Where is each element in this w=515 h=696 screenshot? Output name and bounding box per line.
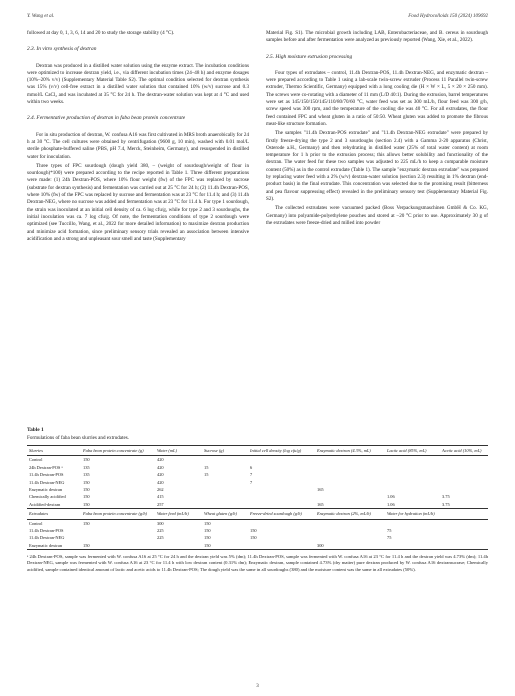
table-cell: 420 — [157, 472, 164, 478]
table-header-cell: Freeze-dried sourdough (g/h) — [248, 509, 315, 519]
table-label: Table 1 — [27, 427, 44, 433]
table-cell — [315, 527, 385, 534]
right-column — [266, 30, 488, 229]
section-heading: 2.5. High moisture extrusion processing — [266, 53, 353, 60]
running-header-authors: Y. Wang et al. — [27, 14, 55, 19]
table-cell — [385, 479, 440, 486]
table-cell — [202, 493, 248, 500]
table-cell — [248, 493, 315, 500]
table-cell: 420 — [157, 464, 164, 470]
table-header-cell: Water feed (mL/h) — [155, 509, 202, 519]
table-cell — [315, 471, 385, 478]
table-cell: 420 — [157, 479, 164, 485]
table-cell — [440, 542, 488, 550]
table-cell — [440, 534, 488, 541]
table-header-cell: Extrudates — [27, 509, 81, 519]
table-row — [27, 479, 488, 486]
table-cell: 3.75 — [442, 494, 450, 500]
table-cell: 150 — [202, 542, 248, 550]
table-cell — [315, 493, 385, 500]
table-cell: 300 — [157, 520, 164, 526]
table-cell: 135 — [83, 464, 90, 470]
table-cell: 150 — [204, 535, 211, 541]
table-cell: 262 — [157, 487, 164, 493]
table-cell — [385, 471, 440, 478]
table-cell — [440, 456, 488, 464]
table-cell — [81, 527, 155, 534]
table-cell: 75 — [387, 535, 392, 541]
table-cell: 420 — [157, 457, 164, 463]
table-row — [27, 501, 488, 509]
table-cell: 150 — [250, 528, 257, 534]
paragraph: The collected extrudates were vacuumed packed (Boss Verpackungsmaschinen GmbH & Co. KG, Germany) into polyamide-polyethylene pouches and stored at −20 °C prior to use. Approximately 30 g of the extrudates were freeze-dried and milled into powder — [266, 205, 488, 226]
table-cell: 24h Dextran-POS ᵃ — [29, 464, 63, 470]
table-cell — [440, 527, 488, 534]
paragraph: The samples "11.4h Dextran-POS extrudate" and "11.4h Dextran-NEG extrudate" were prepared by firstly freeze-drying the type 2 and 3 sourdoughs (section 2.4) with a Gamma 2-20 apparatus (Christ, Osterode a.H., Germany) and then rehydrating in distilled water (25% of total water content) at room temperature for 1 h prior to the extrusion process; this allows better solubility and functionality of the dextran. The water feed for these two samples was adjusted to 225 mL/h to keep a comparable moisture content (50%) as in the control extrudate (Table 1). The sample "enzymatic dextran extrudate" was prepared by replacing water feed with a 2% (w/v) dextran-water solution (section 2.3) resulting in 1% dextran (end-product basis) in the final extrudate. This concentration was selected due to the promising result (bitterness and pea flavour suppressing effect) revealed in the preliminary sensory test (Supplementary Material Fig. S2). — [266, 130, 488, 202]
table-cell: 150 — [83, 457, 90, 463]
table-row — [27, 464, 488, 471]
table-caption: Formulations of faba bean slurries and extrudates. — [27, 435, 129, 441]
table-cell — [440, 471, 488, 478]
table-cell — [202, 501, 248, 509]
table-header-cell: Wheat gluten (g/h) — [202, 509, 248, 519]
table-cell: 300 — [315, 542, 385, 550]
table-cell: 11.4h Dextran-POS — [29, 472, 64, 478]
table-cell — [315, 479, 385, 486]
table-header-cell: Lactic acid (85%, mL) — [385, 446, 440, 456]
table-cell: 11.4h Dextran-NEG — [29, 479, 65, 485]
table-row — [27, 519, 488, 527]
table-cell — [248, 501, 315, 509]
table-cell: Control — [29, 457, 43, 463]
table-cell: Acidified-dextran — [29, 501, 61, 507]
paragraph: Three types of FPC sourdough (dough yield 380, – (weight of sourdough/weight of flour in sourdough)*100) were prepared according to the recipe reported in Table 1. Three different preparations were made: (1) 24h Dextran-POS, where 10% flour weight (fw) of the FPC was replaced by sucrose (substrate for dextran synthesis) and fermentation was carried out at 25 °C for 24 h; (2) 11.4h Dextran-POS, where 10% (fw) of the FPC was replaced by sucrose and fermentation was at 23 °C for 11.4 h; and (3) 11.4h Dextran-NEG, where no sucrose was added and fermentation was at 23 °C for 11.4 h. For type 1 sourdough, the strain was inoculated at an initial cell density of ca. 6 log cfu/g, while for type 2 and 3 sourdoughs, the initial inoculation was ca. 7 log cfu/g. Of note, the fermentation conditions of type 2 sourdough were optimized (see Tuccillo, Wang, et al., 2022 for more detailed information) to maximize dextran production and minimize acid formation, since preliminary sensory trials revealed an association between intensive acidification and a strong and unpleasant sour smell and taste (Supplementary — [27, 162, 249, 242]
table-cell: 150 — [83, 487, 90, 493]
table-cell — [202, 486, 248, 493]
left-column — [27, 30, 249, 245]
table-cell: 11.4h Dextran-POS — [29, 528, 64, 534]
paragraph: followed at day 0, 1, 3, 6, 14 and 20 to study the storage stability (4 °C). — [27, 30, 175, 36]
table-header-cell: Faba bean protein concentrate (g) — [81, 446, 155, 456]
table-cell: 1.06 — [387, 494, 395, 500]
table-cell: Chemically acidified — [29, 494, 66, 500]
table-cell: 135 — [83, 472, 90, 478]
table-cell — [385, 542, 440, 550]
table-header-cell: Acetic acid (10%, mL) — [440, 446, 488, 456]
table-row — [27, 493, 488, 500]
table-cell: 150 — [83, 501, 90, 507]
table-cell: 225 — [157, 535, 164, 541]
table-cell — [315, 534, 385, 541]
table-cell: Enzymatic dextran — [29, 487, 63, 493]
table-cell — [248, 486, 315, 493]
table-row — [27, 471, 488, 478]
table-cell — [155, 542, 202, 550]
table-cell — [385, 519, 440, 527]
table-cell: 150 — [83, 494, 90, 500]
table-row — [27, 534, 488, 541]
section-heading: 2.3. In vitro synthesis of dextran — [27, 46, 97, 53]
table-header-cell: Slurries — [27, 446, 81, 456]
table-cell: 75 — [387, 528, 392, 534]
table-row — [27, 456, 488, 464]
table-header-cell: Water (mL) — [155, 446, 202, 456]
table-cell: 415 — [157, 494, 164, 500]
table-cell: 150 — [81, 542, 155, 550]
table-cell: 3.75 — [442, 501, 450, 507]
table-cell — [315, 456, 385, 464]
table-cell — [202, 479, 248, 486]
table-header-row — [27, 509, 488, 519]
table-cell: 7 — [250, 472, 253, 478]
table-header-cell: Sucrose (g) — [202, 446, 248, 456]
paragraph: Material Fig. S1). The microbial growth including LAB, Enterobacteriaceae, and B. cereus in sourdough samples before and after fermentation were analyzed as previously reported (Wang, Xie, et al., 2022). — [266, 30, 488, 44]
table-cell — [440, 519, 488, 527]
table-header-cell: Water for hydration (mL/h) — [385, 509, 440, 519]
table-cell: 150 — [250, 535, 257, 541]
table-cell: 1.06 — [387, 501, 395, 507]
table-cell — [81, 534, 155, 541]
table-1 — [27, 427, 488, 573]
table-cell — [440, 479, 488, 486]
table-cell — [440, 486, 488, 493]
table-cell: 165 — [317, 487, 324, 493]
table-cell — [202, 456, 248, 464]
section-heading: 2.4. Fermentative production of dextran in faba bean protein concentrate — [27, 115, 186, 122]
table-cell: Enzymatic dextran — [27, 542, 81, 550]
table-cell: 225 — [157, 528, 164, 534]
table-cell: 150 — [83, 479, 90, 485]
table-cell — [315, 519, 385, 527]
paragraph: For in situ production of dextran, W. confusa A16 was first cultivated in MRS broth anaerobically for 24 h at 30 °C. The cell cultures were obtained by centrifugation (9600 g, 10 min), washed with 0.01 mol/L sterile phosphate-buffered saline (PBS, pH 7.4, Merck, Steinheim, Germany), and resuspended in distilled water for inoculation. — [27, 131, 249, 160]
table-cell — [248, 542, 315, 550]
table-cell — [248, 456, 315, 464]
table-cell — [248, 519, 315, 527]
formulation-table — [27, 445, 488, 550]
table-cell: 15 — [204, 464, 209, 470]
table-cell: 7 — [250, 479, 253, 485]
table-header-cell: Faba bean protein concentrate (g/h) — [81, 509, 155, 519]
table-cell: Control — [29, 520, 43, 526]
running-header-journal: Food Hydrocolloids 150 (2024) 109692 — [408, 14, 488, 19]
table-cell: 15 — [204, 472, 209, 478]
table-header-cell — [440, 509, 488, 519]
table-header-cell: Initial cell density (log cfu/g) — [248, 446, 315, 456]
table-cell — [440, 464, 488, 471]
table-cell: 150 — [83, 520, 90, 526]
page-number: 3 — [256, 684, 259, 689]
table-cell — [315, 464, 385, 471]
table-cell — [385, 456, 440, 464]
table-cell: 11.4h Dextran-NEG — [29, 535, 65, 541]
table-cell: 165 — [317, 501, 324, 507]
table-header-row — [27, 446, 488, 456]
paragraph: Four types of extrudates – control, 11.4h Dextran-POS, 11.4h Dextran-NEG, and enzymatic dextran – were prepared according to Table 1 using a lab-scale twin-screw extruder (Process 11 Parallel twin-screw extruder, Thermo Scientific, Germany) equipped with a long cooling die (H × W × L, 5 × 20 × 250 mm). The screws were co-rotating with a diameter of 11 mm (L/D 40:1). During the extrusion, barrel temperatures were set as 145/150/150/145/110/80/70/60 °C, water feed was set as 300 mL/h, flour feed was 300 g/h, screw speed was 300 rpm, and the temperature of the cooling die was 40 °C. For all extrudates, the flour feed contained FPC and wheat gluten in a ratio of 50:50. Wheat gluten was added to promote the fibrous meat-like structure formation. — [266, 69, 488, 127]
table-cell: 6 — [250, 464, 253, 470]
paragraph: Dextran was produced in a distilled water solution using the enzyme extract. The incubation conditions were optimized to increase dextran yield, i.e., via different incubation times (24–48 h) and enzyme dosages (10%–20% v/v) (Supplementary Material Table S2). The optimal condition selected for dextran synthesis was 15% (v/v) cell-free extract in a distilled water solution that contained 10% (w/v) sucrose and 0.3 mmol/L CaCl₂ and was incubated at 35 °C for 24 h. The dextran-water solution was kept at 4 °C and used within two weeks. — [27, 62, 249, 106]
table-cell: 150 — [204, 528, 211, 534]
table-cell: 257 — [157, 501, 164, 507]
table-row — [27, 527, 488, 534]
table-row — [27, 542, 488, 550]
table-cell — [385, 464, 440, 471]
table-row — [27, 486, 488, 493]
table-header-cell: Enzymatic dextran (2%, mL/h) — [315, 509, 385, 519]
table-cell — [385, 486, 440, 493]
table-footnote: ᵃ 24h Dextran-POS, sample was fermented with W. confusa A16 at 25 °C for 24 h and the dextran yield was 5% (dm); 11.4h Dextran-POS, sample was fermented with W. confusa A16 at 23 °C for 11.4 h and the dextran yield was 4.73% (dm); 11.4h Dextran-NEG, sample was fermented with W. confusa A16 at 23 °C for 11.4 h with low dextran content (0.31% dm); Enzymatic dextran, sample contained 4.73% (dry matter) pure dextran produced by W. confusa A16 dextransucrase; Chemically acidified, sample contained identical amount of lactic and acetic acids to 11.4h Dextran-POS; The dough yield was the same in all sourdoughs (380) and the moisture content was the same in all extrudates (50%). — [27, 554, 488, 572]
table-header-cell: Enzymatic dextran (4.3%, mL) — [315, 446, 385, 456]
table-cell: 150 — [204, 520, 211, 526]
